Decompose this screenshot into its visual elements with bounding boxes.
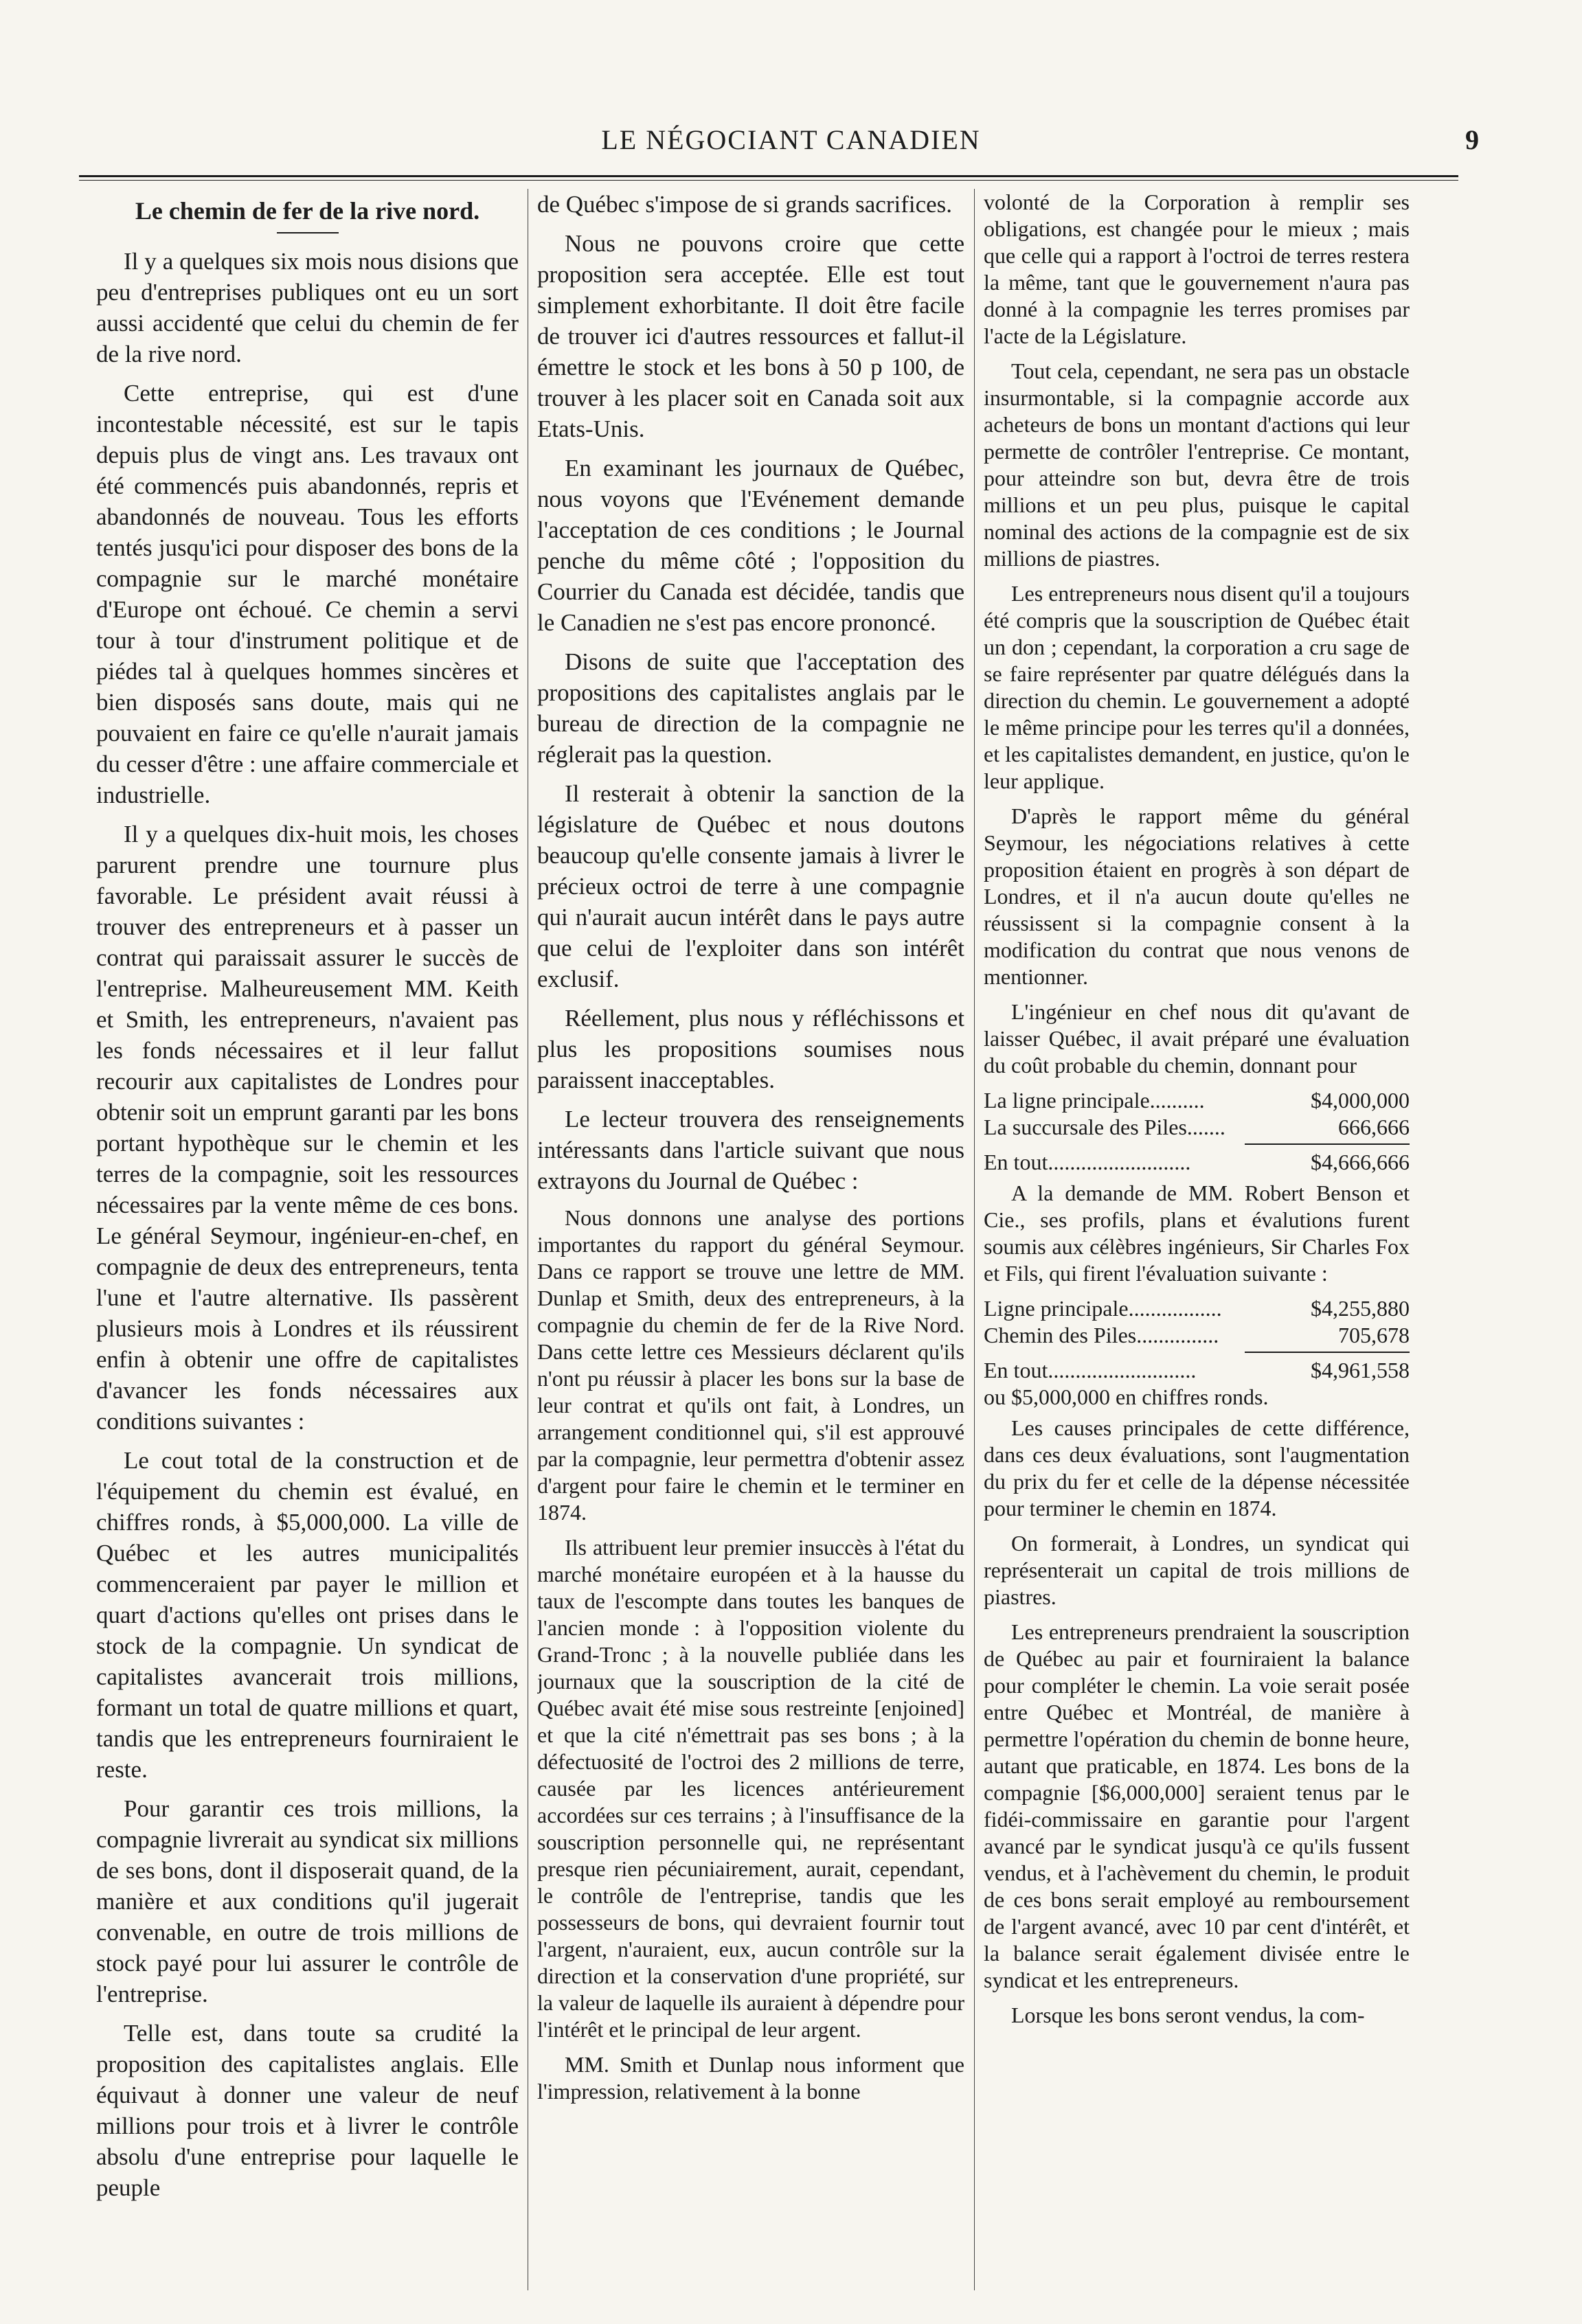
total-label: En tout........................... (984, 1358, 1197, 1382)
paragraph: On formerait, à Londres, un syndicat qui représenterait un capital de trois millions de piastres. (984, 1531, 1410, 1609)
table-note: ou $5,000,000 en chiffres ronds. (984, 1385, 1269, 1409)
sum-rule (1245, 1143, 1410, 1145)
row-value: $4,255,880 (1311, 1296, 1410, 1321)
table-total-row (984, 1357, 1410, 1384)
paragraph: D'après le rapport même du général Seymour, les négociations relatives à cette proposition étaient en progrès à son départ de Londres, et il n'a aucun doute qu'elles ne réussissent si la compagnie consent à la modification du contrat que nous venons de mentionner. (984, 804, 1410, 989)
headline-rule (277, 232, 339, 233)
page-header (103, 103, 1479, 165)
table-row (984, 1114, 1410, 1141)
column-divider (974, 189, 975, 2290)
paragraph: En examinant les journaux de Québec, nous voyons que l'Evénement demande l'acceptation de ces conditions ; le Journal penche du même côté ; l'opposition du Courrier du Canada est décidée, tandis que le Canadien ne s'est pas encore prononcé. (537, 455, 964, 636)
total-value: $4,961,558 (1311, 1358, 1410, 1382)
row-value: $4,000,000 (1311, 1088, 1410, 1113)
row-label: La ligne principale.......... (984, 1088, 1205, 1113)
paragraph: Les entrepreneurs nous disent qu'il a toujours été compris que la souscription de Québec était un don ; cependant, la corporation a cru sage de se faire représenter par quatre délégués dans la direction du chemin. Le gouvernement a adopté le même principe pour les terres qu'il a données, et les capitalistes demandent, en justice, qu'on le leur applique. (984, 581, 1410, 793)
paragraph: Il y a quelques six mois nous disions que peu d'entreprises publiques ont eu un sort aussi accidenté que celui du chemin de fer de la rive nord. (96, 248, 519, 367)
paragraph: L'ingénieur en chef nous dit qu'avant de laisser Québec, il avait préparé une évaluation du coût probable du chemin, donnant pour (984, 999, 1410, 1078)
table-row (984, 1322, 1410, 1349)
quoted-paragraph: Nous donnons une analyse des portions importantes du rapport du général Seymour. Dans ce rapport se trouve une lettre de MM. Dunlap et Smith, deux des entrepreneurs, à la compagnie du chemin de fer de la Rive Nord. Dans cette lettre ces Messieurs déclarent qu'ils n'ont pu réussir à placer les bons sur la base de leur contrat et qu'ils ont fait, à Londres, un arrangement conditionnel qui, s'il est approuvé par la compagnie, leur permettra d'obtenir assez d'argent pour faire le chemin et le terminer en 1874. (537, 1205, 964, 1525)
paragraph: Il resterait à obtenir la sanction de la législature de Québec et nous doutons beaucoup qu'elle consente jamais à livrer le précieux octroi de terre à une compagnie qui n'aurait aucun intérêt dans le pays autre que celui de l'exploiter dans son intérêt exclusif. (537, 780, 964, 992)
paragraph: Les entrepreneurs prendraient la souscription de Québec au pair et fourniraient la balance pour compléter le chemin. La voie serait posée entre Québec et Montréal, de manière à permettre l'opération du chemin de bonne heure, autant que praticable, en 1874. Les bons de la compagnie [$6,000,000] seraient tenus par le fidéi-commissaire en garantie pour l'argent avancé par le syndicat jusqu'à ce qu'ils fussent vendus, et à l'achèvement du chemin, le produit de ces bons serait employé au remboursement de l'argent avancé, avec 10 par cent d'intérêt, et la balance serait également divisée entre le syndicat et les entrepreneurs. (984, 1619, 1410, 1992)
row-label: Ligne principale................. (984, 1296, 1222, 1321)
paragraph: Nous ne pouvons croire que cette proposition sera acceptée. Elle est tout simplement exhorbitante. Il doit être facile de trouver ici d'autres ressources et fallut-il émettre le stock et les bons à 50 p 100, de trouver à les placer soit en Canada soit aux Etats-Unis. (537, 230, 964, 442)
paragraph: volonté de la Corporation à remplir ses obligations, est changée pour le mieux ; mais que celle qui a rapport à l'octroi de terres restera la même, tant que le gouvernement n'aura pas donné à la compagnie les terres promises par l'acte de la Législature. (984, 190, 1410, 348)
paragraph: Le cout total de la construction et de l'équipement du chemin est évalué, en chiffres ronds, à $5,000,000. La ville de Québec et les autres municipalités commenceraient par payer le million et quart d'actions qu'elles ont prises dans le stock de la compagnie. Un syndicat de capitalistes avancerait trois millions, formant un total de quatre millions et quart, tandis que les entrepreneurs fourniraient le reste. (96, 1447, 519, 1783)
column-3 (984, 189, 1410, 2273)
quoted-paragraph: MM. Smith et Dunlap nous informent que l'impression, relativement à la bonne (537, 2052, 964, 2104)
table-row (984, 1087, 1410, 1114)
table-total-row (984, 1149, 1410, 1176)
paragraph: Lorsque les bons seront vendus, la com- (1011, 2003, 1365, 2027)
paragraph: A la demande de MM. Robert Benson et Cie., ses profils, plans et évalutions furent soumis aux célèbres ingénieurs, Sir Charles Fox et Fils, qui firent l'évaluation suivante : (984, 1181, 1410, 1286)
quoted-paragraph: Ils attribuent leur premier insuccès à l'état du marché monétaire européen et à la hausse du taux de l'escompte dans toutes les banques de l'ancien monde : à l'opposition violente du Grand-Tronc ; à la nouvelle publiée dans les journaux que la souscription de la cité de Québec avait été mise sous restreinte [enjoined] et que la cité n'émettrait pas ses bons ; à la défectuosité de l'octroi des 2 millions de terre, causée par les licences antérieurement accordées sur ces terrains ; à l'insuffisance de la souscription personnelle qui, ne représentant presque rien pécuniairement, aurait, cependant, le contrôle de l'entreprise, tandis que les possesseurs de bons, qui devraient fournir tout l'argent, n'auraient, eux, aucun contrôle sur la direction et la conservation d'une propriété, sur la valeur de laquelle ils auraient à dépendre pour l'intérêt et le principal de leur argent. (537, 1535, 964, 2042)
sum-rule (1245, 1352, 1410, 1353)
total-label: En tout.......................... (984, 1150, 1191, 1174)
header-rule-thin (79, 180, 1458, 181)
estimate-table-2 (984, 1295, 1410, 1411)
estimate-table-1 (984, 1087, 1410, 1176)
paragraph: Disons de suite que l'acceptation des propositions des capitalistes anglais par le bureau de direction de la compagnie ne réglerait pas la question. (537, 648, 964, 768)
article-headline: Le chemin de fer de la rive nord. (135, 197, 480, 225)
paragraph: Il y a quelques dix-huit mois, les choses parurent prendre une tournure plus favorable. Le président avait réussi à trouver des entrepreneurs et à passer un contrat qui paraissait assurer le succès de l'entreprise. Malheureusement MM. Keith et Smith, les entrepreneurs, n'avaient pas les fonds nécessaires et il leur fallut recourir aux capitalistes de Londres pour obtenir soit un emprunt garanti par les bons portant hypothèque sur le chemin et les terres de la compagnie, soit les ressources nécessaires par la vente même de ces bons. Le général Seymour, ingénieur-en-chef, en compagnie de deux des entrepreneurs, tenta l'une et l'autre alternative. Ils passèrent plusieurs mois à Londres et ils réussirent enfin à obtenir une offre de capitalistes d'avancer les fonds nécessaires aux conditions suivantes : (96, 821, 519, 1435)
row-label: Chemin des Piles............... (984, 1323, 1219, 1347)
paragraph: Telle est, dans toute sa crudité la proposition des capitalistes anglais. Elle équivaut à donner une valeur de neuf millions pour trois et à livrer le contrôle absolu d'une entreprise pour laquelle le peuple (96, 2020, 519, 2201)
column-2 (537, 189, 964, 2273)
table-row (984, 1295, 1410, 1322)
paragraph: de Québec s'impose de si grands sacrifices. (537, 191, 953, 218)
paragraph: Le lecteur trouvera des renseignements intéressants dans l'article suivant que nous extrayons du Journal de Québec : (537, 1106, 964, 1194)
total-value: $4,666,666 (1311, 1150, 1410, 1174)
row-label: La succursale des Piles....... (984, 1115, 1225, 1139)
row-value: 705,678 (1338, 1323, 1410, 1347)
row-value: 666,666 (1338, 1115, 1410, 1139)
page-number: 9 (1465, 124, 1479, 155)
paragraph: Cette entreprise, qui est d'une incontestable nécessité, est sur le tapis depuis plus de vingt ans. Les travaux ont été commencés puis abandonnés, repris et abandonnés de nouveau. Tous les efforts tentés jusqu'ici pour disposer des bons de la compagnie sur le marché monétaire d'Europe ont échoué. Ce chemin a servi tour à tour d'instrument politique et de piédes tal à quelques hommes sincères et bien disposés sans doute, mais qui ne pouvaient en faire ce qu'elle n'aurait jamais du cesser d'être : une affaire commerciale et industrielle. (96, 380, 519, 808)
paragraph: Les causes principales de cette différence, dans ces deux évaluations, sont l'augmentation du prix du fer et celle de la dépense nécessitée pour terminer le chemin en 1874. (984, 1415, 1410, 1520)
column-1 (96, 189, 519, 2273)
header-rule (79, 175, 1458, 177)
paragraph: Tout cela, cependant, ne sera pas un obstacle insurmontable, si la compagnie accorde aux acheteurs de bons un montant d'actions qui leur permette de contrôler l'entreprise. Ce montant, pour atteindre son but, devra être de trois millions et un peu plus, puisque le capital nominal des actions de la compagnie est de six millions de piastres. (984, 358, 1410, 571)
paragraph: Réellement, plus nous y réfléchissons et plus les propositions soumises nous paraissent inacceptables. (537, 1005, 964, 1093)
newspaper-title: LE NÉGOCIANT CANADIEN (601, 124, 981, 155)
paragraph: Pour garantir ces trois millions, la compagnie livrerait au syndicat six millions de ses bons, dont il disposerait quand, de la manière et aux conditions qu'il jugerait convenable, en outre de trois millions de stock payé pour lui assurer le contrôle de l'entreprise. (96, 1795, 519, 2007)
